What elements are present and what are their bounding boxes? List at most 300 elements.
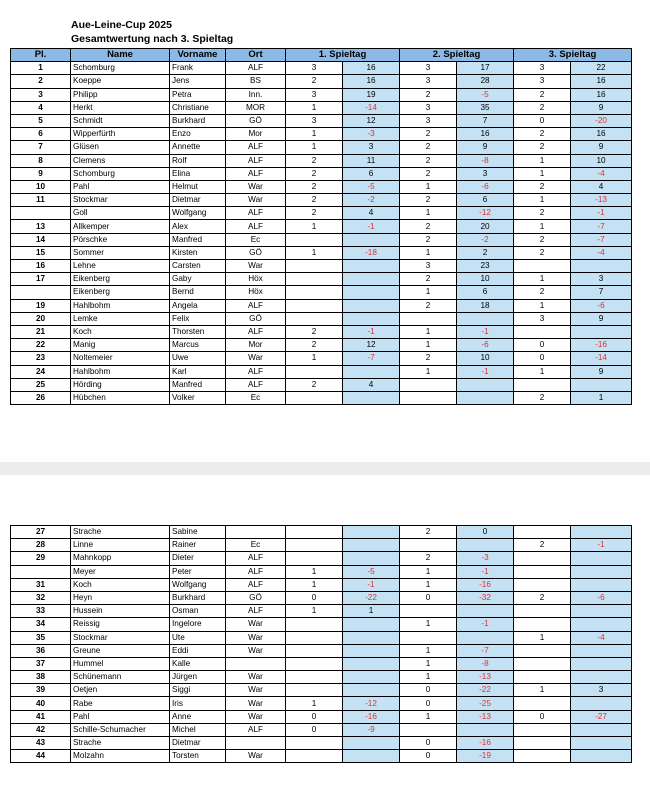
cell-games-3: 2	[514, 88, 571, 101]
cell-points-1	[343, 539, 400, 552]
cell-name: Strache	[71, 526, 170, 539]
cell-vorname: Carsten	[170, 260, 226, 273]
cell-points-1: -9	[343, 723, 400, 736]
table-row	[11, 723, 632, 736]
cell-ort: War	[226, 684, 286, 697]
cell-points-3: 3	[571, 273, 632, 286]
cell-points-1	[343, 737, 400, 750]
cell-pl: 8	[11, 154, 71, 167]
table-row	[11, 378, 632, 391]
col-header-spieltag-3: 3. Spieltag	[514, 49, 632, 62]
table-row	[11, 101, 632, 114]
cell-name: Linne	[71, 539, 170, 552]
cell-games-3: 2	[514, 233, 571, 246]
cell-ort: War	[226, 260, 286, 273]
cell-name: Oetjen	[71, 684, 170, 697]
cell-name: Sommer	[71, 246, 170, 259]
cell-points-3: 16	[571, 88, 632, 101]
cell-ort: ALF	[226, 299, 286, 312]
cell-games-2: 3	[400, 260, 457, 273]
table-row	[11, 352, 632, 365]
cell-ort: Mor	[226, 339, 286, 352]
cell-points-3	[571, 671, 632, 684]
cell-points-3: -7	[571, 220, 632, 233]
cell-games-2	[400, 723, 457, 736]
page-break-separator	[0, 462, 650, 475]
cell-pl: 43	[11, 737, 71, 750]
cell-games-2	[400, 391, 457, 404]
cell-pl: 41	[11, 710, 71, 723]
cell-points-2: 3	[457, 167, 514, 180]
table-row	[11, 194, 632, 207]
table-row	[11, 88, 632, 101]
table-row	[11, 565, 632, 578]
cell-games-1	[286, 365, 343, 378]
cell-points-1	[343, 273, 400, 286]
cell-ort: War	[226, 697, 286, 710]
cell-pl: 15	[11, 246, 71, 259]
cell-points-2: -8	[457, 154, 514, 167]
cell-games-3: 1	[514, 299, 571, 312]
cell-points-3: -4	[571, 246, 632, 259]
cell-points-2: -32	[457, 591, 514, 604]
cell-vorname: Alex	[170, 220, 226, 233]
cell-games-1	[286, 657, 343, 670]
cell-ort: Inn.	[226, 88, 286, 101]
cell-games-1	[286, 299, 343, 312]
cell-pl: 29	[11, 552, 71, 565]
cell-ort: GÖ	[226, 591, 286, 604]
cell-games-2: 1	[400, 339, 457, 352]
cell-points-1: 6	[343, 167, 400, 180]
cell-games-1	[286, 644, 343, 657]
cell-vorname: Uwe	[170, 352, 226, 365]
cell-points-1	[343, 260, 400, 273]
cell-points-1	[343, 552, 400, 565]
cell-points-1: -22	[343, 591, 400, 604]
cell-ort: BS	[226, 75, 286, 88]
cell-pl: 44	[11, 750, 71, 763]
table-row	[11, 75, 632, 88]
cell-points-1: 1	[343, 605, 400, 618]
cell-games-2: 3	[400, 114, 457, 127]
cell-games-2: 1	[400, 365, 457, 378]
cell-points-1: 16	[343, 75, 400, 88]
cell-games-3	[514, 605, 571, 618]
cell-pl: 32	[11, 591, 71, 604]
cell-games-3	[514, 750, 571, 763]
cell-points-1: 4	[343, 378, 400, 391]
cell-name: Noltemeier	[71, 352, 170, 365]
cell-name: Pahl	[71, 710, 170, 723]
cell-points-2: -5	[457, 88, 514, 101]
cell-games-1: 1	[286, 128, 343, 141]
cell-name: Strache	[71, 737, 170, 750]
cell-vorname: Sabine	[170, 526, 226, 539]
cell-ort: MOR	[226, 101, 286, 114]
cell-games-1	[286, 312, 343, 325]
cell-vorname: Dietmar	[170, 194, 226, 207]
cell-ort: War	[226, 710, 286, 723]
cell-games-2: 1	[400, 657, 457, 670]
cell-points-2: 23	[457, 260, 514, 273]
cell-points-2: -16	[457, 578, 514, 591]
cell-vorname: Frank	[170, 62, 226, 75]
cell-name: Clemens	[71, 154, 170, 167]
cell-name: Mahnkopp	[71, 552, 170, 565]
cell-vorname: Ingelore	[170, 618, 226, 631]
col-header-name: Name	[71, 49, 170, 62]
cell-vorname: Christiane	[170, 101, 226, 114]
cell-games-2: 3	[400, 101, 457, 114]
cell-pl: 7	[11, 141, 71, 154]
cell-vorname: Dietmar	[170, 737, 226, 750]
cell-pl	[11, 286, 71, 299]
cell-games-2: 2	[400, 526, 457, 539]
cell-ort: ALF	[226, 167, 286, 180]
cell-vorname: Helmut	[170, 180, 226, 193]
cell-games-2: 3	[400, 75, 457, 88]
cell-pl: 10	[11, 180, 71, 193]
cell-vorname: Jürgen	[170, 671, 226, 684]
cell-pl: 23	[11, 352, 71, 365]
table-row	[11, 710, 632, 723]
cell-name: Schomburg	[71, 167, 170, 180]
cell-ort: ALF	[226, 220, 286, 233]
cell-vorname: Volker	[170, 391, 226, 404]
cell-games-3: 3	[514, 62, 571, 75]
cell-games-2: 1	[400, 618, 457, 631]
cell-games-3: 2	[514, 286, 571, 299]
cell-ort: ALF	[226, 565, 286, 578]
cell-points-1: 12	[343, 339, 400, 352]
cell-games-1: 2	[286, 339, 343, 352]
cell-games-2: 0	[400, 591, 457, 604]
cell-games-2: 1	[400, 246, 457, 259]
cell-games-2: 1	[400, 578, 457, 591]
cell-vorname: Dieter	[170, 552, 226, 565]
cell-name: Rabe	[71, 697, 170, 710]
cell-ort: ALF	[226, 154, 286, 167]
cell-ort: Höx	[226, 286, 286, 299]
table-body	[11, 526, 632, 763]
cell-name: Hörding	[71, 378, 170, 391]
page-subtitle: Gesamtwertung nach 3. Spieltag	[71, 33, 234, 45]
cell-points-2: -1	[457, 565, 514, 578]
cell-points-3	[571, 260, 632, 273]
cell-games-3	[514, 565, 571, 578]
cell-name: Greune	[71, 644, 170, 657]
table-row	[11, 62, 632, 75]
cell-ort	[226, 737, 286, 750]
cell-games-3: 2	[514, 539, 571, 552]
cell-points-2: -1	[457, 365, 514, 378]
cell-vorname: Kirsten	[170, 246, 226, 259]
cell-games-1: 3	[286, 114, 343, 127]
cell-pl: 37	[11, 657, 71, 670]
cell-name: Stockmar	[71, 631, 170, 644]
cell-vorname: Gaby	[170, 273, 226, 286]
table-row	[11, 167, 632, 180]
cell-points-1: 19	[343, 88, 400, 101]
table-row	[11, 750, 632, 763]
cell-points-1	[343, 312, 400, 325]
cell-games-3	[514, 737, 571, 750]
cell-ort: Ec	[226, 233, 286, 246]
cell-games-2	[400, 312, 457, 325]
cell-games-2: 0	[400, 750, 457, 763]
cell-points-3: 22	[571, 62, 632, 75]
cell-games-1	[286, 737, 343, 750]
cell-games-3: 0	[514, 710, 571, 723]
cell-pl: 36	[11, 644, 71, 657]
cell-vorname: Kalle	[170, 657, 226, 670]
cell-vorname: Manfred	[170, 378, 226, 391]
cell-points-1	[343, 286, 400, 299]
cell-games-2: 2	[400, 128, 457, 141]
cell-games-3	[514, 578, 571, 591]
cell-pl: 28	[11, 539, 71, 552]
cell-points-2: -3	[457, 552, 514, 565]
table-row	[11, 605, 632, 618]
cell-points-3: -27	[571, 710, 632, 723]
cell-vorname: Annette	[170, 141, 226, 154]
cell-pl: 34	[11, 618, 71, 631]
cell-games-1: 0	[286, 710, 343, 723]
cell-games-2: 2	[400, 141, 457, 154]
cell-name: Goll	[71, 207, 170, 220]
cell-ort: GÖ	[226, 246, 286, 259]
cell-ort: Mor	[226, 128, 286, 141]
cell-games-3	[514, 378, 571, 391]
cell-points-1: -3	[343, 128, 400, 141]
cell-name: Glüsen	[71, 141, 170, 154]
cell-points-1: -1	[343, 578, 400, 591]
cell-points-1: -12	[343, 697, 400, 710]
cell-vorname: Wolfgang	[170, 207, 226, 220]
cell-games-3: 1	[514, 220, 571, 233]
col-header-spieltag-2: 2. Spieltag	[400, 49, 514, 62]
table-row	[11, 233, 632, 246]
cell-games-3: 2	[514, 591, 571, 604]
cell-games-2	[400, 539, 457, 552]
cell-vorname: Elina	[170, 167, 226, 180]
cell-games-3: 2	[514, 207, 571, 220]
cell-games-1: 2	[286, 75, 343, 88]
cell-games-3: 2	[514, 128, 571, 141]
cell-games-2: 2	[400, 220, 457, 233]
cell-points-3: 4	[571, 180, 632, 193]
cell-games-3: 1	[514, 194, 571, 207]
cell-points-2: 6	[457, 194, 514, 207]
cell-games-1: 2	[286, 194, 343, 207]
cell-pl: 33	[11, 605, 71, 618]
cell-vorname: Jens	[170, 75, 226, 88]
cell-points-2: -16	[457, 737, 514, 750]
cell-games-2: 2	[400, 299, 457, 312]
table-row	[11, 286, 632, 299]
cell-games-3: 2	[514, 180, 571, 193]
cell-games-3: 1	[514, 273, 571, 286]
cell-pl: 38	[11, 671, 71, 684]
cell-games-2: 2	[400, 273, 457, 286]
cell-points-2: -1	[457, 325, 514, 338]
cell-name: Meyer	[71, 565, 170, 578]
cell-points-3: 9	[571, 101, 632, 114]
cell-vorname: Anne	[170, 710, 226, 723]
cell-vorname: Rolf	[170, 154, 226, 167]
cell-name: Schomburg	[71, 62, 170, 75]
cell-points-1: -1	[343, 325, 400, 338]
cell-name: Lehne	[71, 260, 170, 273]
table-row	[11, 220, 632, 233]
cell-points-3	[571, 644, 632, 657]
cell-pl: 19	[11, 299, 71, 312]
col-header-ort: Ort	[226, 49, 286, 62]
cell-name: Schünemann	[71, 671, 170, 684]
cell-points-2: -25	[457, 697, 514, 710]
cell-games-1: 0	[286, 591, 343, 604]
table-row	[11, 154, 632, 167]
cell-games-2: 2	[400, 167, 457, 180]
table-row	[11, 671, 632, 684]
table-row	[11, 299, 632, 312]
cell-games-3	[514, 697, 571, 710]
cell-games-3	[514, 260, 571, 273]
cell-pl: 21	[11, 325, 71, 338]
cell-points-3: -7	[571, 233, 632, 246]
cell-ort: ALF	[226, 141, 286, 154]
cell-points-1	[343, 391, 400, 404]
cell-points-3: -16	[571, 339, 632, 352]
cell-points-1	[343, 684, 400, 697]
cell-name: Heyn	[71, 591, 170, 604]
cell-games-3	[514, 657, 571, 670]
cell-vorname: Burkhard	[170, 114, 226, 127]
cell-games-1: 1	[286, 605, 343, 618]
cell-vorname: Felix	[170, 312, 226, 325]
cell-games-1: 2	[286, 207, 343, 220]
table-row	[11, 539, 632, 552]
cell-ort: War	[226, 180, 286, 193]
cell-ort: Ec	[226, 539, 286, 552]
cell-vorname: Torsten	[170, 750, 226, 763]
cell-points-2: -13	[457, 671, 514, 684]
cell-points-3: 16	[571, 75, 632, 88]
table-row	[11, 141, 632, 154]
cell-vorname: Ute	[170, 631, 226, 644]
cell-points-3: -14	[571, 352, 632, 365]
cell-vorname: Wolfgang	[170, 578, 226, 591]
cell-vorname: Eddi	[170, 644, 226, 657]
cell-vorname: Iris	[170, 697, 226, 710]
cell-games-1	[286, 260, 343, 273]
cell-points-1: -1	[343, 220, 400, 233]
cell-points-1	[343, 631, 400, 644]
cell-points-1	[343, 618, 400, 631]
cell-points-1: -7	[343, 352, 400, 365]
table-row	[11, 697, 632, 710]
cell-ort: War	[226, 631, 286, 644]
table-row	[11, 339, 632, 352]
cell-points-1	[343, 657, 400, 670]
cell-ort: War	[226, 194, 286, 207]
table-row	[11, 737, 632, 750]
cell-games-2: 1	[400, 671, 457, 684]
table-row	[11, 365, 632, 378]
table-row	[11, 114, 632, 127]
cell-points-2: -8	[457, 657, 514, 670]
cell-points-2: 17	[457, 62, 514, 75]
cell-points-2	[457, 312, 514, 325]
cell-points-2: 6	[457, 286, 514, 299]
cell-vorname: Michel	[170, 723, 226, 736]
table-row	[11, 618, 632, 631]
cell-games-3: 2	[514, 141, 571, 154]
cell-games-2: 1	[400, 710, 457, 723]
cell-pl: 4	[11, 101, 71, 114]
table-row	[11, 552, 632, 565]
cell-pl: 27	[11, 526, 71, 539]
cell-points-2: 18	[457, 299, 514, 312]
cell-points-1	[343, 365, 400, 378]
cell-points-3: 7	[571, 286, 632, 299]
cell-points-1: -18	[343, 246, 400, 259]
cell-points-1: 4	[343, 207, 400, 220]
cell-games-1	[286, 552, 343, 565]
cell-points-1: -16	[343, 710, 400, 723]
standings-table-part2	[10, 525, 632, 763]
cell-games-1: 3	[286, 88, 343, 101]
cell-vorname: Burkhard	[170, 591, 226, 604]
cell-pl: 13	[11, 220, 71, 233]
cell-points-2: 2	[457, 246, 514, 259]
cell-points-2	[457, 605, 514, 618]
table-row	[11, 684, 632, 697]
cell-vorname: Enzo	[170, 128, 226, 141]
cell-name: Philipp	[71, 88, 170, 101]
cell-points-1	[343, 299, 400, 312]
cell-points-2	[457, 539, 514, 552]
table-row	[11, 325, 632, 338]
cell-name: Hahlbohm	[71, 299, 170, 312]
cell-points-3: 9	[571, 141, 632, 154]
cell-games-3: 0	[514, 339, 571, 352]
cell-points-1: -5	[343, 180, 400, 193]
cell-games-1: 1	[286, 697, 343, 710]
cell-ort: GÖ	[226, 114, 286, 127]
cell-games-3: 3	[514, 75, 571, 88]
cell-points-2: -6	[457, 180, 514, 193]
cell-games-1: 2	[286, 167, 343, 180]
cell-games-2	[400, 378, 457, 391]
cell-pl: 24	[11, 365, 71, 378]
cell-name: Manig	[71, 339, 170, 352]
cell-name: Hahlbohm	[71, 365, 170, 378]
cell-games-3: 1	[514, 684, 571, 697]
cell-points-1: 16	[343, 62, 400, 75]
cell-games-1: 1	[286, 352, 343, 365]
cell-points-2: -7	[457, 644, 514, 657]
cell-points-2	[457, 631, 514, 644]
table-row	[11, 657, 632, 670]
cell-name: Hübchen	[71, 391, 170, 404]
cell-points-3: 16	[571, 128, 632, 141]
cell-ort: War	[226, 618, 286, 631]
cell-games-1: 3	[286, 62, 343, 75]
cell-name: Koch	[71, 578, 170, 591]
cell-points-1	[343, 644, 400, 657]
